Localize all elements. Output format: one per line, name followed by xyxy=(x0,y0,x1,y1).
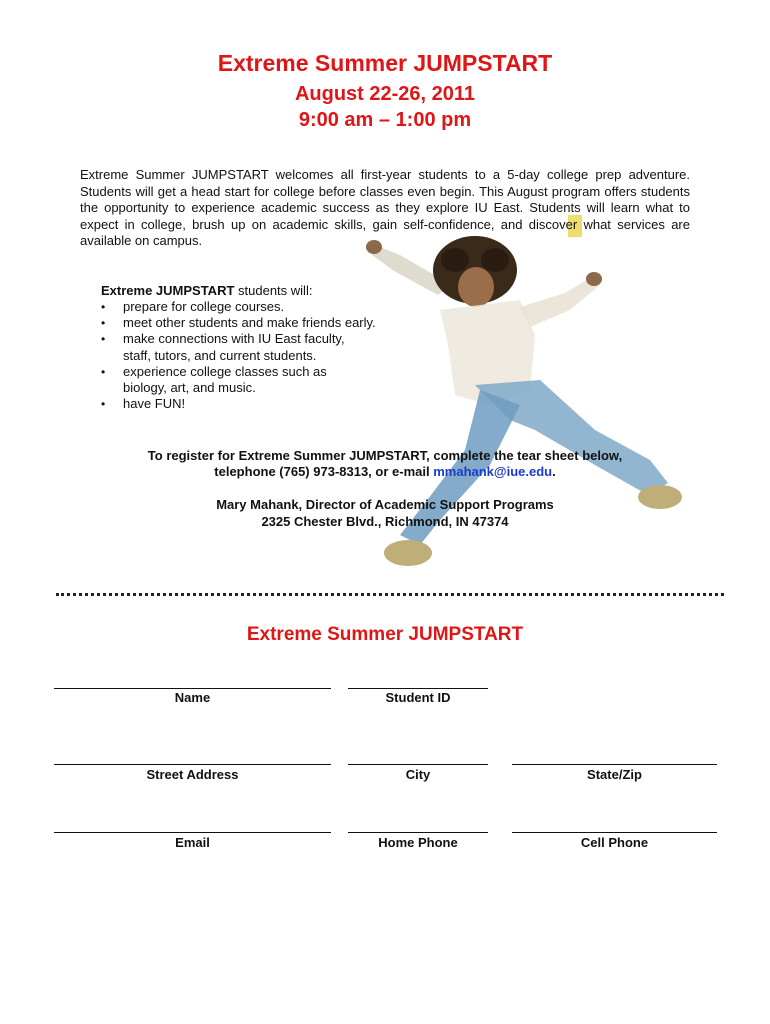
cell-phone-field[interactable] xyxy=(512,832,717,833)
list-item: • make connections with IU East faculty, staff, tutors, and current students. xyxy=(101,331,363,363)
email-field[interactable] xyxy=(54,832,331,833)
benefits-heading: Extreme JUMPSTART students will: xyxy=(101,283,313,298)
list-item: • have FUN! xyxy=(101,396,401,412)
home-phone-label: Home Phone xyxy=(378,835,458,850)
name-label: Name xyxy=(174,690,211,705)
event-time: 9:00 am – 1:00 pm xyxy=(298,109,472,131)
student-id-label: Student ID xyxy=(385,690,451,705)
event-dates: August 22-26, 2011 xyxy=(294,83,476,105)
email-link[interactable]: mmahank@iue.edu xyxy=(433,464,553,479)
city-label: City xyxy=(405,767,431,782)
contact-address: 2325 Chester Blvd., Richmond, IN 47374 xyxy=(261,514,509,529)
student-id-field[interactable] xyxy=(348,688,488,689)
list-item: • prepare for college courses. xyxy=(101,299,401,315)
register-line-1: To register for Extreme Summer JUMPSTART, complete the tear sheet below, xyxy=(147,448,623,463)
email-label: Email xyxy=(175,835,210,850)
cell-phone-label: Cell Phone xyxy=(580,835,649,850)
street-address-label: Street Address xyxy=(146,767,239,782)
list-item: • experience college classes such as biology, art, and music. xyxy=(101,364,363,396)
benefits-list xyxy=(101,299,401,412)
list-item: • meet other students and make friends early. xyxy=(101,315,401,331)
home-phone-field[interactable] xyxy=(348,832,488,833)
street-address-field[interactable] xyxy=(54,764,331,765)
state-zip-label: State/Zip xyxy=(587,767,642,782)
form-title: Extreme Summer JUMPSTART xyxy=(246,624,524,645)
page-title: Extreme Summer JUMPSTART xyxy=(217,50,553,76)
name-field[interactable] xyxy=(54,688,331,689)
register-line-2: telephone (765) 973-8313, or e-mail mmahank@iue.edu. xyxy=(214,464,556,479)
city-field[interactable] xyxy=(348,764,488,765)
contact-name: Mary Mahank, Director of Academic Support Programs xyxy=(216,497,554,512)
intro-paragraph: Extreme Summer JUMPSTART welcomes all first-year students to a 5-day college prep adventure. Students will get a head start for college before classes even begin. This August program offers students the opportunity to experience academic success as they explore IU East. Students will learn what to expect in college, brush up on academic skills, gain self-confidence, and discover what services are available on campus. xyxy=(80,167,690,248)
state-zip-field[interactable] xyxy=(512,764,717,765)
